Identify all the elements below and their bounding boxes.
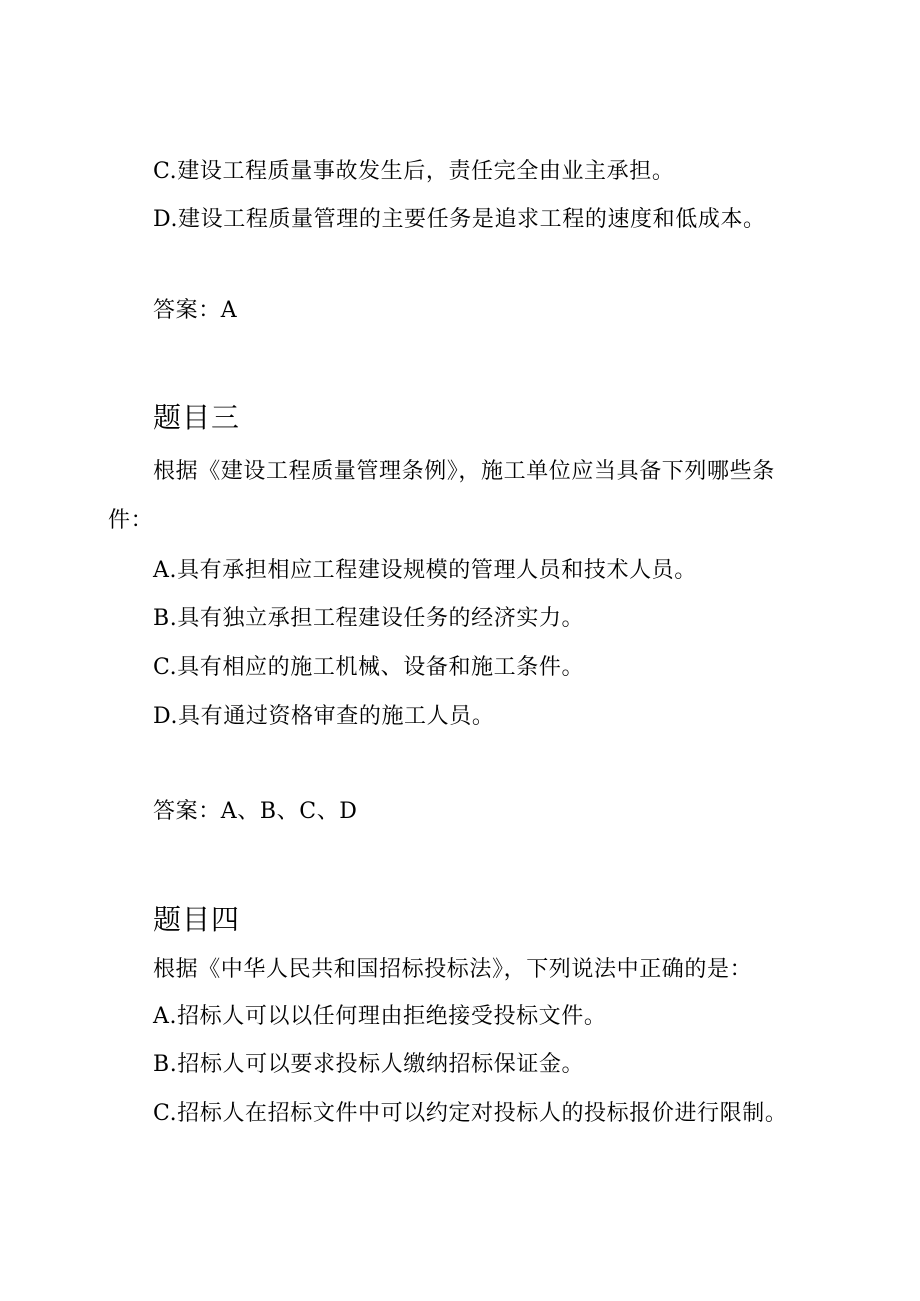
prev-answer: 答案：A (153, 298, 238, 323)
question-4-option-a: A.招标人可以以任何理由拒绝接受投标文件。 (153, 1004, 607, 1029)
question-3-title: 题目三 (153, 401, 241, 434)
question-3-answer: 答案：A、B、C、D (153, 799, 358, 824)
question-4-option-b: B.招标人可以要求投标人缴纳招标保证金。 (153, 1052, 585, 1077)
question-4-stem: 根据《中华人民共和国招标投标法》，下列说法中正确的是： (153, 957, 753, 982)
prev-option-d: D.建设工程质量管理的主要任务是追求工程的速度和低成本。 (153, 207, 766, 232)
question-3-stem-line1: 根据《建设工程质量管理条例》，施工单位应当具备下列哪些条 (153, 459, 775, 484)
question-4-option-c: C.招标人在招标文件中可以约定对投标人的投标报价进行限制。 (153, 1101, 788, 1126)
question-3-option-a: A.具有承担相应工程建设规模的管理人员和技术人员。 (153, 558, 697, 583)
prev-option-c: C.建设工程质量事故发生后，责任完全由业主承担。 (153, 159, 675, 184)
question-4-title: 题目四 (153, 903, 241, 936)
question-3-option-b: B.具有独立承担工程建设任务的经济实力。 (153, 606, 585, 631)
question-3-stem-line2: 件： (108, 508, 154, 533)
question-3-option-c: C.具有相应的施工机械、设备和施工条件。 (153, 655, 585, 680)
question-3-option-d: D.具有通过资格审查的施工人员。 (153, 704, 495, 729)
